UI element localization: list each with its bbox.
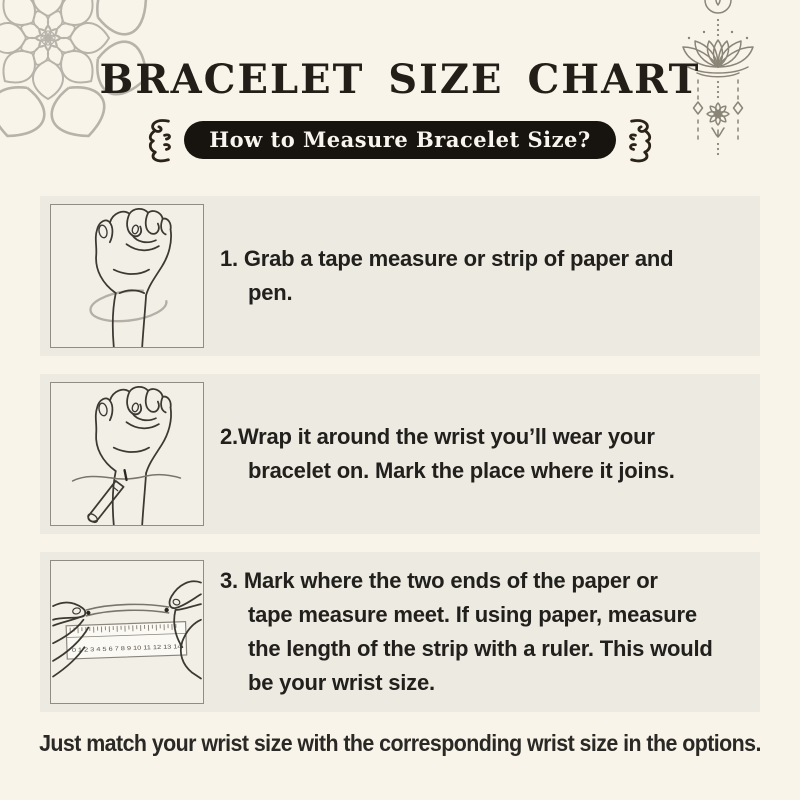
step3-line-4: be your wrist size. — [248, 670, 435, 695]
step2-text — [220, 374, 780, 534]
step-row-1 — [40, 196, 760, 356]
step-row-3 — [40, 552, 760, 712]
step3-line-3: the length of the strip with a ruler. This would — [248, 636, 713, 661]
step-row-2 — [40, 374, 760, 534]
step1-text — [220, 196, 780, 356]
subtitle-badge-row — [0, 116, 800, 164]
step1-line-1: 1. Grab a tape measure or strip of paper and — [220, 246, 674, 271]
step2-illustration-hand-with-pen — [50, 382, 204, 526]
curly-flourish-right-icon — [626, 116, 658, 164]
step3-line-1: 3. Mark where the two ends of the paper or — [220, 568, 658, 593]
step3-text — [220, 552, 780, 712]
step2-line-2: bracelet on. Mark the place where it joins. — [248, 458, 675, 483]
step2-line-1: 2.Wrap it around the wrist you’ll wear your — [220, 424, 655, 449]
step1-line-2: pen. — [248, 280, 293, 305]
how-to-measure-badge: How to Measure Bracelet Size? — [184, 121, 615, 159]
step1-illustration-hand-with-tape-loop — [50, 204, 204, 348]
page-title: BRACELET SIZE CHART — [99, 56, 701, 103]
curly-flourish-left-icon — [142, 116, 174, 164]
step3-line-2: tape measure meet. If using paper, measure — [248, 602, 697, 627]
footer-note: Just match your wrist size with the corresponding wrist size in the options. — [39, 730, 761, 756]
step3-illustration-strip-and-ruler — [50, 560, 204, 704]
ruler-numbers: 0 1 2 3 4 5 6 7 8 9 10 11 12 13 14 — [71, 644, 160, 655]
